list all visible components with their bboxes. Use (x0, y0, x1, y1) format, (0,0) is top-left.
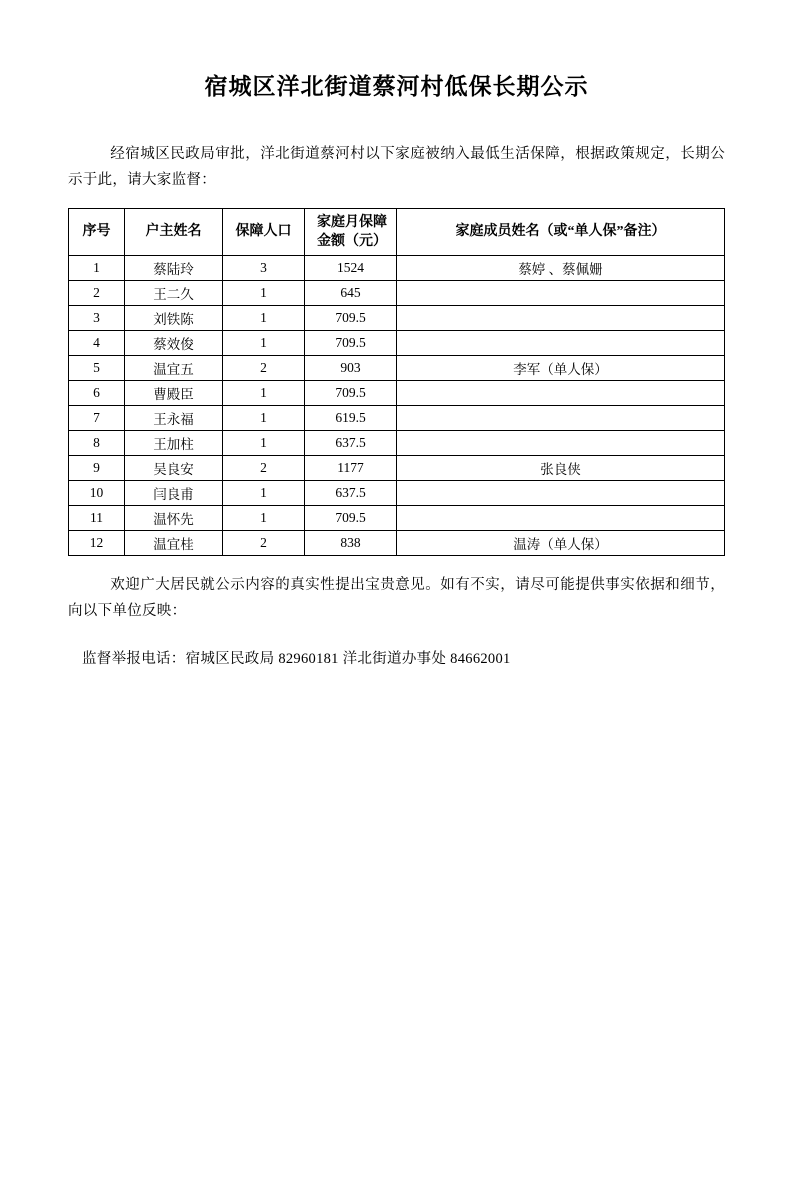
cell-amount: 1524 (305, 255, 397, 280)
cell-people: 3 (223, 255, 305, 280)
cell-members (397, 280, 725, 305)
table-row (69, 430, 725, 455)
table-row (69, 305, 725, 330)
cell-people: 2 (223, 530, 305, 555)
cell-amount: 619.5 (305, 405, 397, 430)
cell-amount: 645 (305, 280, 397, 305)
cell-amount: 637.5 (305, 480, 397, 505)
table-row (69, 355, 725, 380)
table-row (69, 280, 725, 305)
cell-amount: 903 (305, 355, 397, 380)
cell-members: 蔡婷 、蔡佩姗 (397, 255, 725, 280)
cell-householder: 王加柱 (125, 430, 223, 455)
cell-householder: 蔡陆玲 (125, 255, 223, 280)
cell-householder: 闫良甫 (125, 480, 223, 505)
header-amount-line2: 金额（元） (317, 233, 387, 249)
cell-index: 2 (69, 280, 125, 305)
cell-people: 1 (223, 430, 305, 455)
cell-amount: 637.5 (305, 430, 397, 455)
cell-members (397, 405, 725, 430)
cell-people: 1 (223, 330, 305, 355)
table-header-row (69, 208, 725, 255)
cell-index: 5 (69, 355, 125, 380)
contact-line: 监督举报电话：宿城区民政局 82960181 洋北街道办事处 84662001 (82, 650, 511, 667)
cell-people: 1 (223, 280, 305, 305)
table-row (69, 330, 725, 355)
cell-people: 1 (223, 405, 305, 430)
cell-index: 4 (69, 330, 125, 355)
page-title: 宿城区洋北街道蔡河村低保长期公示 (204, 74, 589, 99)
cell-index: 6 (69, 380, 125, 405)
table-row (69, 480, 725, 505)
header-members: 家庭成员姓名（或“单人保”备注） (397, 208, 725, 255)
cell-people: 1 (223, 505, 305, 530)
header-householder: 户主姓名 (125, 208, 223, 255)
cell-amount: 709.5 (305, 330, 397, 355)
table-body (69, 255, 725, 555)
table-header (69, 208, 725, 255)
table-row (69, 505, 725, 530)
cell-members (397, 480, 725, 505)
cell-householder: 吴良安 (125, 455, 223, 480)
note-text: 欢迎广大居民就公示内容的真实性提出宝贵意见。如有不实，请尽可能提供事实依据和细节，向以下单位反映： (68, 576, 725, 619)
cell-index: 8 (69, 430, 125, 455)
header-people: 保障人口 (223, 208, 305, 255)
cell-amount: 838 (305, 530, 397, 555)
table-row (69, 380, 725, 405)
cell-householder: 温宜五 (125, 355, 223, 380)
cell-index: 11 (69, 505, 125, 530)
cell-householder: 温宜桂 (125, 530, 223, 555)
cell-members (397, 505, 725, 530)
cell-index: 1 (69, 255, 125, 280)
cell-index: 10 (69, 480, 125, 505)
cell-index: 3 (69, 305, 125, 330)
beneficiary-table (68, 208, 725, 556)
cell-members (397, 305, 725, 330)
cell-householder: 王二久 (125, 280, 223, 305)
cell-householder: 刘铁陈 (125, 305, 223, 330)
cell-householder: 曹殿臣 (125, 380, 223, 405)
cell-people: 1 (223, 305, 305, 330)
cell-amount: 709.5 (305, 505, 397, 530)
intro-paragraph (68, 141, 725, 193)
header-index: 序号 (69, 208, 125, 255)
intro-text: 经宿城区民政局审批，洋北街道蔡河村以下家庭被纳入最低生活保障，根据政策规定，长期公示于此，请大家监督： (68, 146, 725, 188)
cell-householder: 蔡效俊 (125, 330, 223, 355)
cell-index: 9 (69, 455, 125, 480)
cell-people: 1 (223, 480, 305, 505)
cell-people: 2 (223, 455, 305, 480)
cell-members: 李军（单人保） (397, 355, 725, 380)
cell-members: 张良侠 (397, 455, 725, 480)
cell-people: 1 (223, 380, 305, 405)
cell-people: 2 (223, 355, 305, 380)
table-row (69, 405, 725, 430)
cell-index: 7 (69, 405, 125, 430)
cell-householder: 温怀先 (125, 505, 223, 530)
table-row (69, 530, 725, 555)
table-row (69, 455, 725, 480)
note-paragraph (68, 572, 725, 624)
cell-index: 12 (69, 530, 125, 555)
cell-amount: 1177 (305, 455, 397, 480)
cell-members (397, 380, 725, 405)
header-amount (305, 208, 397, 255)
cell-amount: 709.5 (305, 305, 397, 330)
cell-members: 温涛（单人保） (397, 530, 725, 555)
cell-householder: 王永福 (125, 405, 223, 430)
header-amount-line1: 家庭月保障 (317, 214, 387, 230)
table-row (69, 255, 725, 280)
cell-members (397, 330, 725, 355)
cell-members (397, 430, 725, 455)
document-page (0, 68, 793, 1190)
cell-amount: 709.5 (305, 380, 397, 405)
